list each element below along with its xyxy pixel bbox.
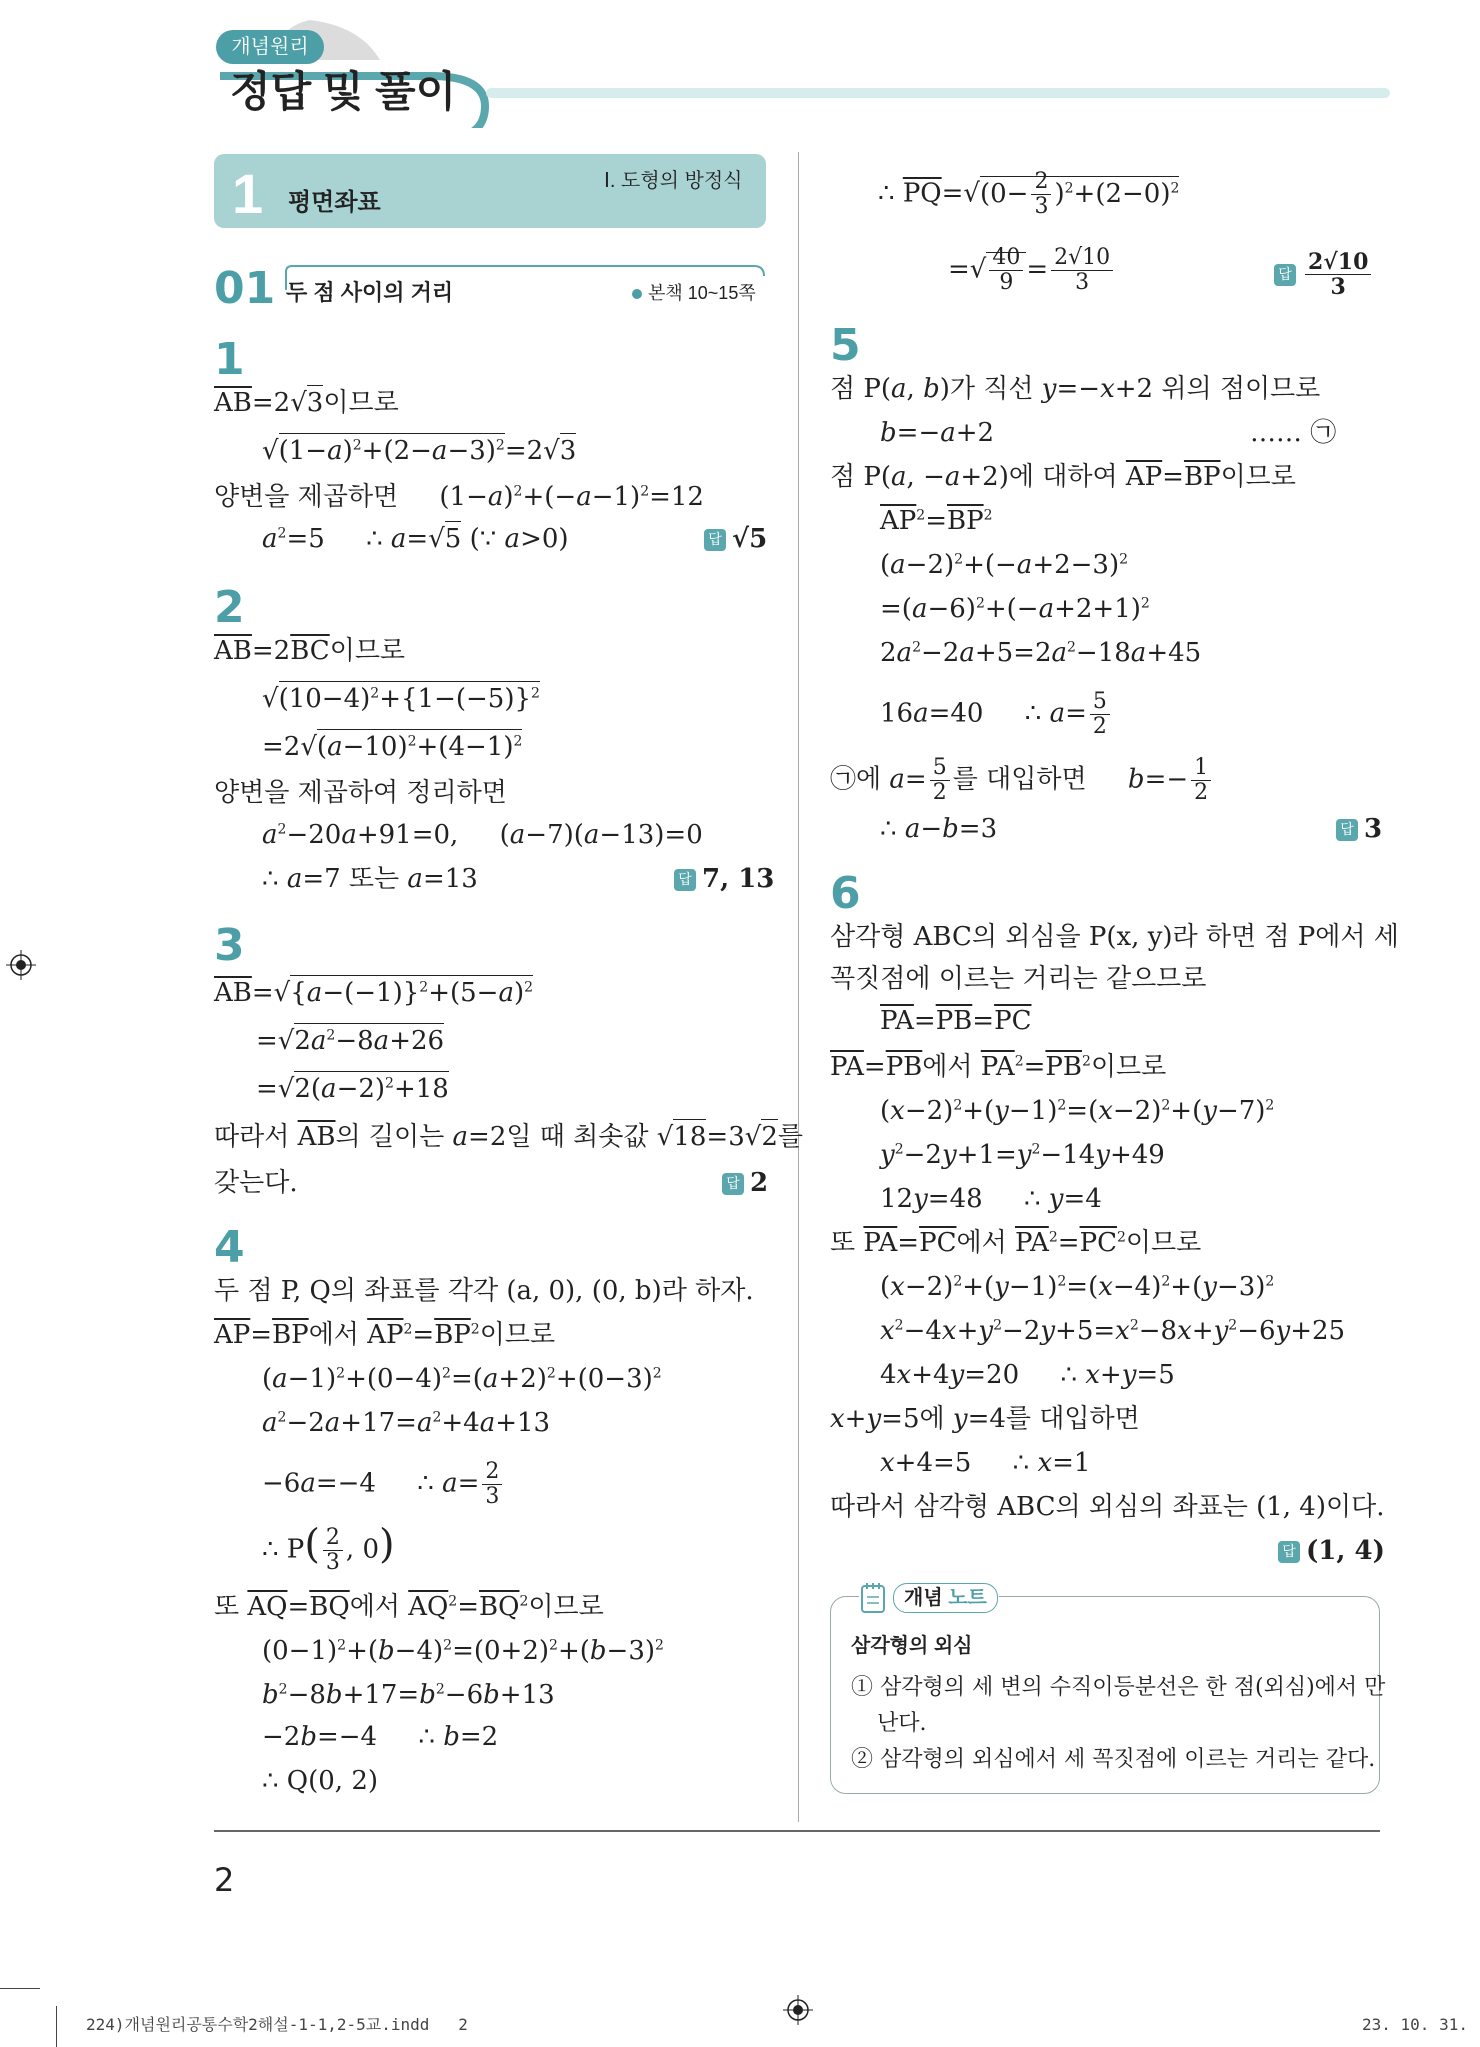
- problem-3-answer: 답 2: [722, 1166, 768, 1200]
- problem-4-line-1: 두 점 P, Q의 좌표를 각각 (a, 0), (0, b)라 하자.: [214, 1276, 754, 1306]
- problem-4-line-2: $\overline{AP}=\overline{BP}$에서 $\overline{AP}^2=\overline{BP}^2$이므로: [214, 1320, 556, 1350]
- note-title: 삼각형의 외심: [851, 1635, 973, 1657]
- problem-2-line-2: $√(10-4)^2+\{1-(-5)\}^2$: [262, 682, 540, 716]
- problem-4-line-11: ∴ Q(0, 2): [262, 1766, 379, 1796]
- problem-6-line-6: $y^2-2y+1=y^2-14y+49$: [880, 1140, 1165, 1170]
- header-badge: 개념원리: [216, 30, 324, 64]
- problem-1-line-2: $√(1-a)^2+(2-a-3)^2=2√3$: [262, 434, 576, 468]
- registration-mark-icon: [783, 1995, 813, 2025]
- answer-tag-icon: 답: [1336, 819, 1358, 841]
- problem-5-line-1: 점 P(a, b)가 직선 y=−x+2 위의 점이므로: [830, 374, 1321, 404]
- problem-4-line-13: =√ $\frac{40}{9}$ = $\frac{2√10}{3}$: [948, 246, 1116, 295]
- problem-3-line-1: $\overline{AB}=√\{a-(-1)\}^2+(5-a)^2$: [214, 976, 533, 1010]
- problem-1-number: 1: [214, 334, 245, 385]
- problem-5-line-2: b=−a+2: [880, 418, 995, 448]
- problem-2-line-4: 양변을 제곱하여 정리하면: [214, 778, 507, 808]
- problem-6-line-11: 4x+4y=20 ∴ x+y=5: [880, 1360, 1175, 1390]
- problem-5-number: 5: [830, 320, 861, 371]
- problem-6-line-3: $\overline{PA}=\overline{PB}=\overline{PC}$: [880, 1006, 1032, 1036]
- note-item-1-cont: 난다.: [877, 1711, 927, 1736]
- problem-5-line-9: ㉠에 a= $\frac{5}{2}$ 를 대입하면 b=− $\frac{1}{2}$: [830, 756, 1214, 805]
- note-item-1: ① 삼각형의 세 변의 수직이등분선은 한 점(외심)에서 만: [851, 1675, 1386, 1700]
- problem-6-line-1: 삼각형 ABC의 외심을 P(x, y)라 하면 점 P에서 세: [830, 922, 1399, 952]
- section-header: [214, 262, 766, 314]
- problem-1-line-3: 양변을 제곱하면 $(1-a)^2+(-a-1)^2=12$: [214, 482, 704, 512]
- problem-5-line-8: 16a=40 ∴ a= $\frac{5}{2}$: [880, 690, 1113, 739]
- chapter-unit: Ⅰ. 도형의 방정식: [604, 170, 743, 192]
- chapter-banner: [214, 154, 766, 228]
- problem-3-line-5: 갖는다.: [214, 1168, 298, 1198]
- problem-5-line-6: $=(a-6)^2+(-a+2+1)^2$: [880, 594, 1150, 624]
- section-number: 01: [214, 263, 276, 314]
- problem-6-line-14: 따라서 삼각형 ABC의 외심의 좌표는 (1, 4)이다.: [830, 1492, 1385, 1522]
- problem-1-line-4: $a^2=5$ ∴ a=√5 (∵ a>0): [262, 522, 569, 556]
- problem-3-line-3: $=√2(a-2)^2+18$: [256, 1072, 449, 1106]
- problem-6-answer: 답 (1, 4): [1278, 1534, 1385, 1568]
- problem-3-line-4: 따라서 $\overline{AB}$의 길이는 a=2일 때 최솟값 √18=3√2를: [214, 1120, 803, 1154]
- problem-1-answer: 답 √5: [704, 522, 767, 556]
- section-ref-dot: [632, 289, 642, 299]
- problem-5-marker-1: …… ㉠: [1250, 418, 1337, 448]
- problem-4-line-6: ∴ P( $\frac{2}{3}$ , 0): [262, 1521, 395, 1575]
- problem-5-line-3: 점 P(a, −a+2)에 대하여 $\overline{AP}=\overline{BP}$이므로: [830, 462, 1296, 492]
- slug-date: 23. 10. 31.: [1362, 2015, 1468, 2034]
- note-label-b: 노트: [948, 1587, 987, 1609]
- problem-4-line-9: $b^2-8b+17=b^2-6b+13$: [262, 1680, 555, 1710]
- problem-6-line-12: x+y=5에 y=4를 대입하면: [830, 1404, 1140, 1434]
- problem-2-number: 2: [214, 582, 245, 633]
- note-label-a: 개념: [904, 1587, 943, 1609]
- problem-2-line-5: $a^2-20a+91=0$, (a−7)(a−13)=0: [262, 820, 703, 850]
- problem-5-line-7: $2a^2-2a+5=2a^2-18a+45$: [880, 638, 1202, 668]
- problem-1-line-1: $\overline{AB}=2√3$이므로: [214, 386, 399, 420]
- chapter-title: 평면좌표: [288, 189, 381, 216]
- problem-4-line-5: −6a=−4 ∴ a= $\frac{2}{3}$: [262, 1460, 505, 1509]
- notepad-icon: [859, 1581, 889, 1615]
- problem-6-line-10: $x^2-4x+y^2-2y+5=x^2-8x+y^2-6y+25$: [880, 1316, 1346, 1346]
- header: [210, 18, 1390, 128]
- answer-tag-icon: 답: [674, 869, 696, 891]
- problem-5-line-5: $(a-2)^2+(-a+2-3)^2$: [880, 550, 1129, 580]
- problem-6-line-9: $(x-2)^2+(y-1)^2=(x-4)^2+(y-3)^2$: [880, 1272, 1275, 1302]
- answer-tag-icon: 답: [1274, 264, 1296, 286]
- problem-4-number: 4: [214, 1222, 245, 1273]
- problem-6-line-4: $\overline{PA}=\overline{PB}$에서 $\overline{PA}^2=\overline{PB}^2$이므로: [830, 1052, 1167, 1082]
- bottom-rule: [214, 1830, 1380, 1832]
- problem-4-answer-value: $\frac{2√10}{3}$: [1305, 250, 1371, 299]
- problem-5-line-10: ∴ a−b=3: [880, 814, 998, 844]
- problem-4-line-4: $a^2-2a+17=a^2+4a+13$: [262, 1408, 551, 1438]
- problem-2-answer: 답 7, 13: [674, 862, 774, 896]
- problem-5-line-4: $\overline{AP}^2=\overline{BP}^2$: [880, 506, 993, 536]
- problem-6-line-13: x+4=5 ∴ x=1: [880, 1448, 1091, 1478]
- problem-6-line-8: 또 $\overline{PA}=\overline{PC}$에서 $\overline{PA}^2=\overline{PC}^2$이므로: [830, 1228, 1202, 1258]
- crop-mark: [0, 1988, 40, 1989]
- slug-file: 224)개념원리공통수학2해설-1-1,2-5교.indd 2: [86, 2015, 468, 2034]
- problem-4-line-10: −2b=−4 ∴ b=2: [262, 1722, 499, 1752]
- problem-4-line-3: $(a-1)^2+(0-4)^2=(a+2)^2+(0-3)^2$: [262, 1364, 662, 1394]
- problem-5-answer: 답 3: [1336, 812, 1382, 846]
- problem-6-line-7: 12y=48 ∴ y=4: [880, 1184, 1102, 1214]
- note-item-2: ② 삼각형의 외심에서 세 꼭짓점에 이르는 거리는 같다.: [851, 1747, 1376, 1772]
- problem-3-line-2: $=√2a^2-8a+26$: [256, 1024, 444, 1058]
- answer-tag-icon: 답: [722, 1173, 744, 1195]
- problem-4-line-7: 또 $\overline{AQ}=\overline{BQ}$에서 $\overline{AQ}^2=\overline{BQ}^2$이므로: [214, 1592, 604, 1622]
- problem-4-line-8: $(0-1)^2+(b-4)^2=(0+2)^2+(b-3)^2$: [262, 1636, 664, 1666]
- problem-3-number: 3: [214, 920, 245, 971]
- section-ref: 본책 10~15쪽: [648, 283, 756, 303]
- problem-6-line-2: 꼭짓점에 이르는 거리는 같으므로: [830, 964, 1207, 994]
- concept-note: [830, 1587, 1386, 1794]
- problem-2-line-3: $=2√(a-10)^2+(4-1)^2$: [262, 730, 522, 764]
- section-title: 두 점 사이의 거리: [286, 280, 454, 305]
- problem-6-line-5: $(x-2)^2+(y-1)^2=(x-2)^2+(y-7)^2$: [880, 1096, 1275, 1126]
- problem-4-line-12: ∴ $\overline{PQ}=√(0-$ $\frac{2}{3}$ )$^2+(2-0)^2$: [878, 169, 1180, 219]
- problem-2-line-6: ∴ a=7 또는 a=13: [262, 864, 478, 894]
- note-label: [893, 1583, 998, 1613]
- crop-mark: [56, 2006, 57, 2047]
- answer-tag-icon: 답: [1278, 1541, 1300, 1563]
- page-title: 정답 및 풀이: [230, 68, 457, 115]
- problem-6-number: 6: [830, 868, 861, 919]
- page-number: 2: [214, 1861, 235, 1899]
- registration-mark-icon: [6, 950, 36, 980]
- note-header: [859, 1581, 999, 1615]
- problem-4-answer: [1274, 250, 1374, 299]
- answer-tag-icon: 답: [704, 529, 726, 551]
- problem-2-line-1: $\overline{AB}=2\overline{BC}$이므로: [214, 636, 406, 666]
- column-divider: [798, 152, 799, 1822]
- chapter-number: 1: [232, 162, 264, 225]
